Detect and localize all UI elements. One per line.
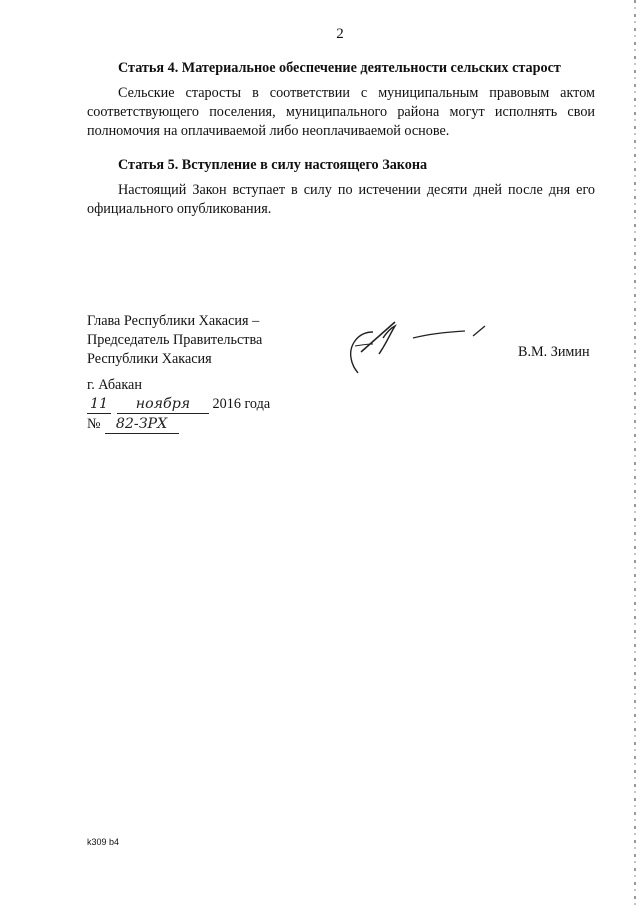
date-day-field — [87, 396, 111, 414]
article-5-heading: Статья 5. Вступление в силу настоящего Закона — [118, 157, 428, 173]
law-number — [87, 416, 179, 434]
signatory-title — [87, 312, 262, 369]
article-4-text — [87, 84, 595, 141]
page-number: 2 — [336, 26, 344, 42]
signatory-line-1: Глава Республики Хакасия – — [87, 313, 260, 329]
date-day: 11 — [89, 396, 109, 412]
date-year: 2016 года — [212, 396, 271, 412]
signatory-name: В.М. Зимин — [518, 344, 590, 360]
article-5-body: Настоящий Закон вступает в силу по истечении десяти дней после дня его официального опубликования. — [87, 182, 595, 217]
signatory-line-2: Председатель Правительства — [87, 332, 263, 348]
signatory-line-3: Республики Хакасия — [87, 351, 212, 367]
article-4-heading: Статья 4. Материальное обеспечение деятельности сельских старост — [118, 60, 561, 76]
date-month: ноября — [135, 396, 191, 412]
date-month-field — [117, 396, 209, 414]
law-number-prefix: № — [87, 416, 101, 432]
law-number-field — [105, 416, 179, 434]
law-number-value: 82-ЗРХ — [115, 416, 168, 432]
document-code: k309 b4 — [87, 837, 120, 847]
article-5-text — [87, 181, 595, 219]
handwritten-signature — [343, 318, 489, 376]
article-4-body: Сельские старосты в соответствии с муниципальным правовым актом соответствующего поселения, муниципального района могут исполнять свои полномочия на оплачиваемой либо неоплачиваемой основе. — [87, 85, 595, 139]
scan-edge — [634, 0, 636, 905]
place-of-signing: г. Абакан — [87, 377, 142, 393]
